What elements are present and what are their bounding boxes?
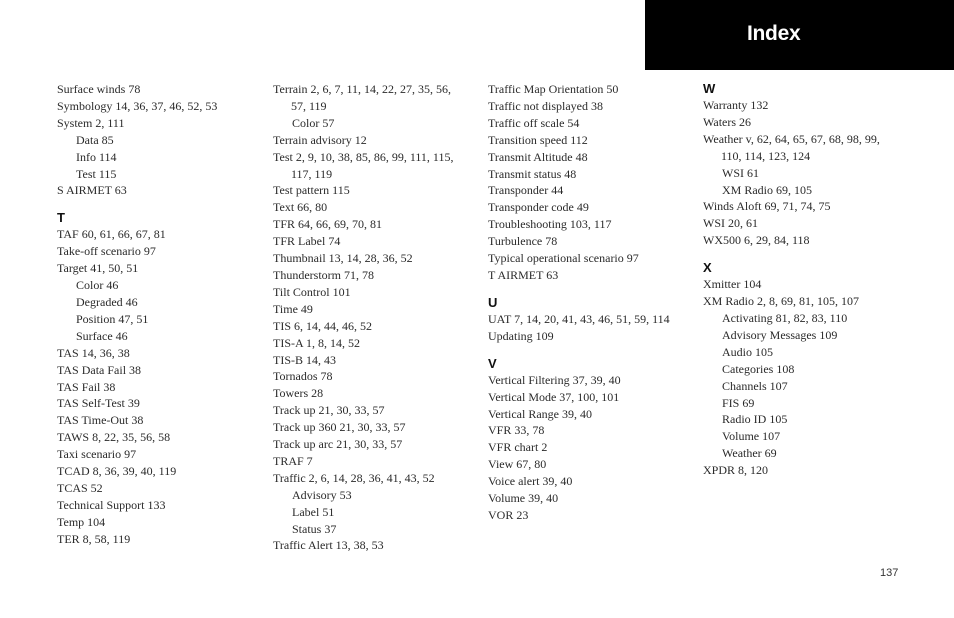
index-entry: [273, 250, 483, 267]
index-entry: [488, 389, 698, 406]
index-column-1: [57, 81, 267, 548]
index-entry-text: Vertical Filtering 37, 39, 40: [488, 372, 621, 387]
index-entry: [488, 406, 698, 423]
page-title: Index: [747, 22, 801, 45]
index-entry-text: TIS 6, 14, 44, 46, 52: [273, 318, 372, 333]
index-entry-text: VFR chart 2: [488, 440, 548, 455]
index-entry: [488, 422, 698, 439]
index-entry: [703, 114, 913, 131]
index-entry-text: TCAS 52: [57, 480, 103, 495]
index-entry: [488, 166, 698, 183]
index-entry-text: TFR Label 74: [273, 234, 341, 249]
index-entry-text: Categories 108: [722, 361, 795, 376]
index-entry: [488, 132, 698, 149]
index-entry: [273, 81, 483, 115]
index-entry: [273, 335, 483, 352]
index-entry-text: Xmitter 104: [703, 277, 762, 292]
index-entry-text: FIS 69: [722, 395, 755, 410]
index-entry: [57, 412, 267, 429]
index-entry-text: Test pattern 115: [273, 183, 350, 198]
index-entry: [273, 470, 483, 487]
index-entry-text: Channels 107: [722, 378, 788, 393]
index-entry: [273, 368, 483, 385]
index-subentry: [703, 310, 913, 327]
index-entry: [57, 243, 267, 260]
index-entry: [57, 395, 267, 412]
index-entry-text: VFR 33, 78: [488, 423, 545, 438]
index-entry: [57, 98, 267, 115]
index-subentry: [273, 504, 483, 521]
index-entry: [273, 453, 483, 470]
index-entry-text: System 2, 111: [57, 115, 125, 130]
index-entry: [488, 149, 698, 166]
index-entry-text: Transition speed 112: [488, 132, 588, 147]
index-entry-text: TAWS 8, 22, 35, 56, 58: [57, 430, 171, 445]
index-entry: [488, 216, 698, 233]
index-entry: [273, 216, 483, 233]
index-subentry: [703, 182, 913, 199]
index-subentry: [273, 115, 483, 132]
index-letter-heading: X: [703, 260, 712, 276]
index-entry-text: Towers 28: [273, 386, 324, 401]
index-entry-text: Traffic Alert 13, 38, 53: [273, 538, 384, 553]
index-entry-text: TAS Time-Out 38: [57, 413, 144, 428]
index-letter-heading: V: [488, 355, 497, 371]
index-entry: [488, 98, 698, 115]
index-entry-text: Activating 81, 82, 83, 110: [722, 310, 848, 325]
index-entry-text: Troubleshooting 103, 117: [488, 217, 612, 232]
index-entry: [488, 473, 698, 490]
index-entry: [273, 132, 483, 149]
index-entry: [273, 385, 483, 402]
index-entry: [703, 293, 913, 310]
index-column-3: [488, 81, 698, 524]
index-entry-text: Track up 21, 30, 33, 57: [273, 403, 385, 418]
index-entry-text: Thumbnail 13, 14, 28, 36, 52: [273, 251, 413, 266]
index-entry-text: WSI 20, 61: [703, 216, 758, 231]
index-entry-text: Vertical Range 39, 40: [488, 406, 592, 421]
index-entry: [703, 198, 913, 215]
index-entry: [273, 149, 483, 183]
index-entry-text: Transmit status 48: [488, 166, 577, 181]
index-entry-text: WX500 6, 29, 84, 118: [703, 233, 810, 248]
index-subentry: [57, 166, 267, 183]
index-entry: [273, 537, 483, 554]
index-entry: [57, 81, 267, 98]
index-entry-text: Label 51: [292, 504, 335, 519]
index-entry-text: Turbulence 78: [488, 234, 558, 249]
index-letter-heading: W: [703, 81, 716, 96]
index-entry-text: Winds Aloft 69, 71, 74, 75: [703, 199, 831, 214]
index-entry-text: T AIRMET 63: [488, 267, 559, 282]
index-entry-text: View 67, 80: [488, 457, 547, 472]
index-entry: [273, 182, 483, 199]
index-letter-heading: T: [57, 210, 65, 226]
index-subentry: [703, 411, 913, 428]
index-entry: [273, 267, 483, 284]
index-entry: [488, 81, 698, 98]
index-entry-text: Time 49: [273, 301, 313, 316]
index-entry-text: Info 114: [76, 149, 117, 164]
index-entry-text: TAF 60, 61, 66, 67, 81: [57, 227, 166, 242]
index-entry-text: Traffic 2, 6, 14, 28, 36, 41, 43, 52: [273, 470, 435, 485]
index-entry: [703, 97, 913, 114]
index-entry: [57, 463, 267, 480]
index-entry-text: TAS Data Fail 38: [57, 362, 142, 377]
index-entry-text: WSI 61: [722, 165, 759, 180]
index-subentry: [57, 328, 267, 345]
index-entry-text: Position 47, 51: [76, 311, 149, 326]
index-entry: [57, 260, 267, 277]
index-entry-text: Take-off scenario 97: [57, 244, 156, 259]
index-entry-text: VOR 23: [488, 507, 529, 522]
index-entry-text: Transmit Altitude 48: [488, 149, 588, 164]
index-entry: [57, 514, 267, 531]
index-entry-text: Audio 105: [722, 344, 773, 359]
index-subentry: [57, 149, 267, 166]
index-entry-text: TCAD 8, 36, 39, 40, 119: [57, 464, 177, 479]
index-entry: [57, 362, 267, 379]
index-entry: [488, 115, 698, 132]
index-entry-text: TFR 64, 66, 69, 70, 81: [273, 217, 383, 232]
index-entry-text: Surface 46: [76, 328, 128, 343]
index-subentry: [57, 294, 267, 311]
index-entry-text: Vertical Mode 37, 100, 101: [488, 389, 620, 404]
index-subentry: [703, 327, 913, 344]
index-entry-text: Track up arc 21, 30, 33, 57: [273, 437, 403, 452]
index-entry: [273, 352, 483, 369]
index-entry: [703, 131, 913, 165]
index-entry: [488, 456, 698, 473]
index-entry: [488, 267, 698, 284]
index-subentry: [273, 487, 483, 504]
index-entry-text: Terrain advisory 12: [273, 132, 367, 147]
index-entry-text: Test 115: [76, 166, 117, 181]
index-entry-text: Tilt Control 101: [273, 284, 351, 299]
index-entry-text: Advisory Messages 109: [722, 327, 838, 342]
index-entry: [488, 250, 698, 267]
index-entry-text: TAS Self-Test 39: [57, 396, 140, 411]
index-entry-text: Degraded 46: [76, 294, 138, 309]
index-entry: [57, 345, 267, 362]
index-letter-heading: U: [488, 294, 498, 310]
index-entry: [57, 480, 267, 497]
index-subentry: [57, 277, 267, 294]
index-entry-text: Typical operational scenario 97: [488, 251, 639, 266]
index-entry-text: Volume 107: [722, 429, 781, 444]
index-subentry: [57, 132, 267, 149]
index-subentry: [703, 445, 913, 462]
index-entry: [488, 328, 698, 345]
index-entry: [273, 301, 483, 318]
index-subentry: [703, 378, 913, 395]
index-entry-text: TER 8, 58, 119: [57, 531, 131, 546]
index-entry-text: Color 46: [76, 278, 119, 293]
index-entry-text: Radio ID 105: [722, 412, 788, 427]
index-entry: [57, 429, 267, 446]
index-subentry: [703, 395, 913, 412]
index-entry-text: Weather 69: [722, 446, 777, 461]
index-entry-text: Target 41, 50, 51: [57, 261, 139, 276]
index-entry: [488, 199, 698, 216]
index-entry: [273, 318, 483, 335]
index-entry: [488, 182, 698, 199]
index-entry: [57, 497, 267, 514]
index-entry-text: Traffic off scale 54: [488, 115, 580, 130]
index-entry-text: Terrain 2, 6, 7, 11, 14, 22, 27, 35, 56,: [273, 82, 452, 96]
index-entry-text: Weather v, 62, 64, 65, 67, 68, 98, 99,: [703, 131, 880, 146]
index-entry-text: Traffic not displayed 38: [488, 98, 603, 113]
index-entry: [57, 531, 267, 548]
index-entry-text: TAS Fail 38: [57, 379, 116, 394]
index-entry-text: Color 57: [292, 115, 335, 130]
index-entry: [488, 372, 698, 389]
index-entry-text: Transponder code 49: [488, 200, 589, 215]
index-entry: [273, 284, 483, 301]
index-entry-text: Temp 104: [57, 514, 106, 529]
index-subentry: [703, 361, 913, 378]
index-entry-text: XM Radio 69, 105: [722, 182, 812, 197]
index-entry-text: Waters 26: [703, 114, 752, 129]
index-subentry: [703, 165, 913, 182]
index-entry: [488, 490, 698, 507]
index-entry-text: Warranty 132: [703, 98, 769, 112]
index-entry: [273, 436, 483, 453]
index-entry-text: TRAF 7: [273, 453, 313, 468]
index-entry: [273, 199, 483, 216]
index-entry-continuation: 110, 114, 123, 124: [721, 148, 811, 163]
index-entry: [703, 462, 913, 479]
index-entry-text: S AIRMET 63: [57, 183, 127, 198]
index-entry-text: XPDR 8, 120: [703, 463, 769, 478]
index-entry-text: Voice alert 39, 40: [488, 474, 573, 489]
index-entry: [57, 446, 267, 463]
index-entry: [703, 215, 913, 232]
index-entry: [273, 233, 483, 250]
index-entry-text: Tornados 78: [273, 369, 333, 384]
index-entry-text: Text 66, 80: [273, 200, 328, 215]
index-column-4: [703, 81, 913, 479]
index-entry: [273, 419, 483, 436]
index-entry-text: Volume 39, 40: [488, 491, 559, 506]
index-entry: [488, 311, 698, 328]
index-entry-text: Thunderstorm 71, 78: [273, 267, 374, 282]
index-subentry: [273, 521, 483, 538]
index-entry-text: Taxi scenario 97: [57, 447, 137, 462]
index-entry-continuation: 57, 119: [291, 98, 327, 113]
index-entry-text: Test 2, 9, 10, 38, 85, 86, 99, 111, 115,: [273, 149, 454, 164]
index-entry: [703, 276, 913, 293]
index-entry: [488, 439, 698, 456]
index-subentry: [703, 344, 913, 361]
index-subentry: [703, 428, 913, 445]
index-entry-text: Updating 109: [488, 328, 554, 343]
index-entry-text: TIS-B 14, 43: [273, 352, 336, 367]
index-column-2: [273, 81, 483, 554]
index-entry-text: Traffic Map Orientation 50: [488, 82, 619, 96]
page-number: 137: [880, 567, 899, 579]
index-entry-text: Track up 360 21, 30, 33, 57: [273, 420, 406, 435]
index-entry: [273, 402, 483, 419]
index-entry-text: UAT 7, 14, 20, 41, 43, 46, 51, 59, 114: [488, 311, 670, 326]
index-entry: [57, 226, 267, 243]
index-entry-text: Transponder 44: [488, 183, 564, 198]
index-entry-text: Technical Support 133: [57, 497, 166, 512]
index-entry: [703, 232, 913, 249]
index-entry-text: TIS-A 1, 8, 14, 52: [273, 335, 360, 350]
index-entry-text: Status 37: [292, 521, 337, 536]
index-entry: [488, 233, 698, 250]
index-entry-text: Data 85: [76, 132, 114, 147]
index-entry-continuation: 117, 119: [291, 166, 333, 181]
index-entry-text: XM Radio 2, 8, 69, 81, 105, 107: [703, 294, 859, 309]
index-entry-text: TAS 14, 36, 38: [57, 345, 130, 360]
index-entry: [57, 379, 267, 396]
index-entry: [57, 182, 267, 199]
index-entry-text: Surface winds 78: [57, 82, 141, 96]
index-entry: [488, 507, 698, 524]
index-subentry: [57, 311, 267, 328]
header-tab: [645, 0, 954, 70]
index-entry-text: Symbology 14, 36, 37, 46, 52, 53: [57, 98, 218, 113]
index-entry-text: Advisory 53: [292, 487, 352, 502]
index-entry: [57, 115, 267, 132]
